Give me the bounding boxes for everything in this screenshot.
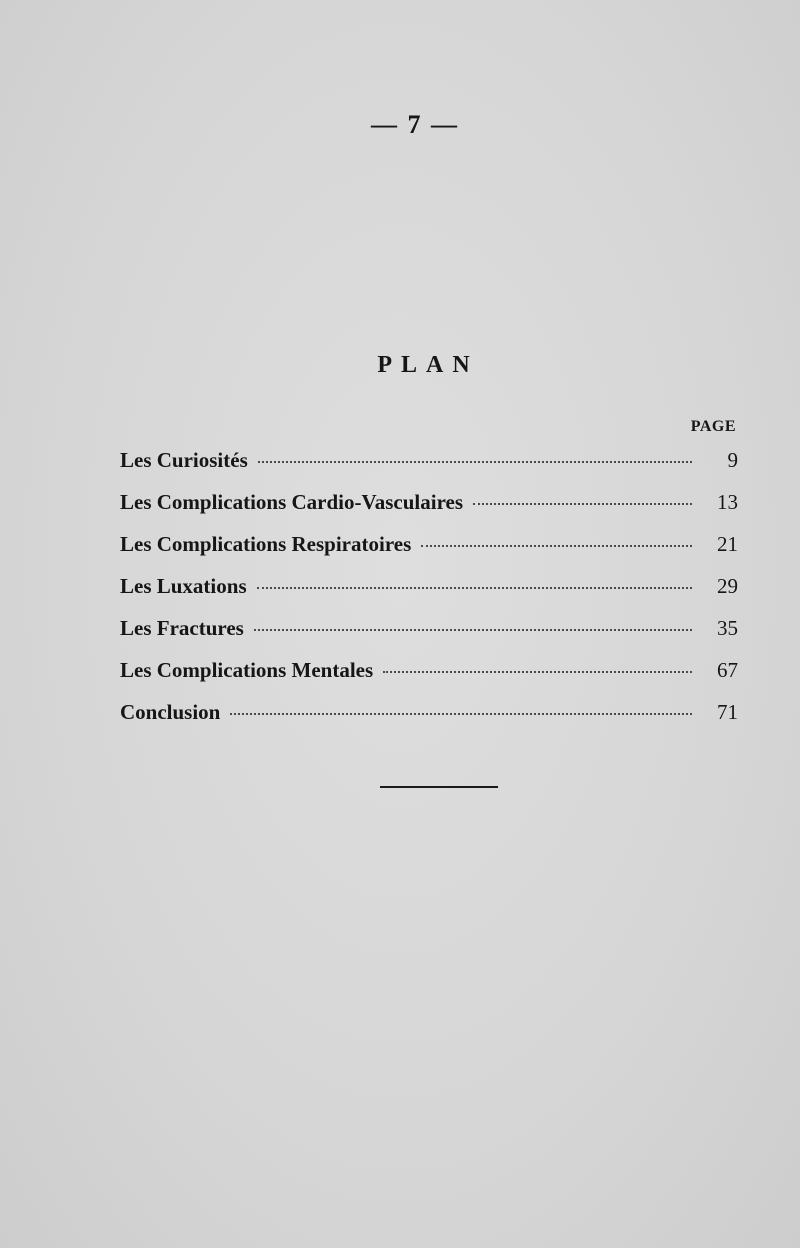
divider-rule: [380, 786, 498, 788]
toc-entry-page: 35: [717, 616, 738, 640]
toc-entry-page: 29: [717, 574, 738, 598]
toc-entry-page: 71: [717, 700, 738, 724]
toc-entry-title: Les Complications Mentales: [120, 658, 374, 682]
toc-row: [120, 490, 738, 532]
dot-leader: [383, 671, 692, 673]
toc-entry-page: 13: [717, 490, 738, 514]
table-of-contents: [120, 448, 738, 742]
toc-entry-page: 9: [727, 448, 738, 472]
toc-row: [120, 700, 738, 742]
toc-entry-title: Les Curiosités: [120, 448, 248, 472]
toc-row: [120, 532, 738, 574]
toc-row: [120, 448, 738, 490]
toc-entry-title: Les Luxations: [120, 574, 247, 598]
toc-entry-title: Les Complications Respiratoires: [120, 532, 412, 556]
page-column-header: PAGE: [690, 418, 736, 435]
page-number: — 7 —: [371, 110, 459, 139]
page-title: PLAN: [377, 352, 479, 378]
toc-row: [120, 658, 738, 700]
dot-leader: [258, 461, 692, 463]
toc-entry-page: 67: [717, 658, 738, 682]
dot-leader: [254, 629, 692, 631]
toc-entry-title: Les Fractures: [120, 616, 244, 640]
toc-row: [120, 574, 738, 616]
toc-entry-page: 21: [717, 532, 738, 556]
dot-leader: [421, 545, 692, 547]
toc-entry-title: Conclusion: [120, 700, 221, 724]
toc-row: [120, 616, 738, 658]
toc-entry-title: Les Complications Cardio-Vasculaires: [120, 490, 464, 514]
dot-leader: [257, 587, 692, 589]
dot-leader: [230, 713, 692, 715]
dot-leader: [473, 503, 692, 505]
